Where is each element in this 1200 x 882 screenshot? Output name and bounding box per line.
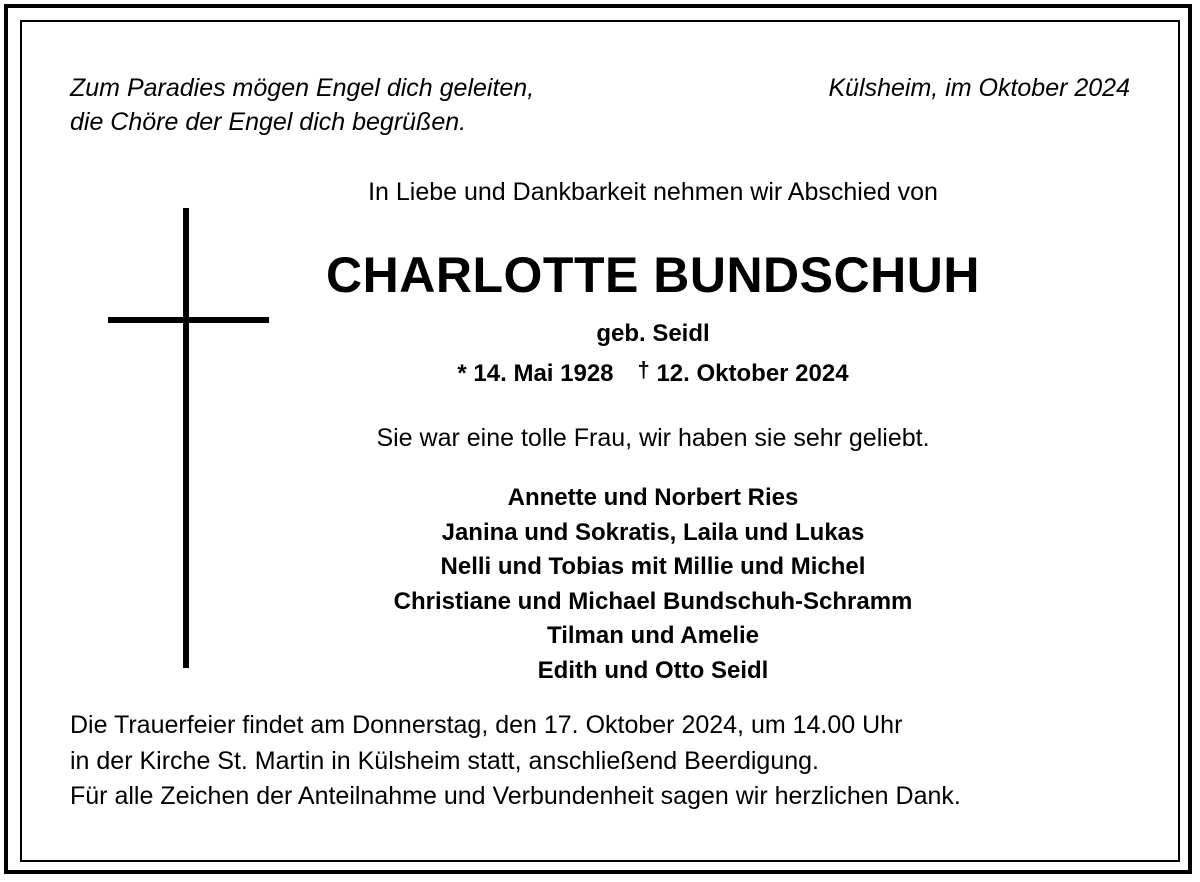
mourners-list [270, 481, 1036, 688]
funeral-line: Für alle Zeichen der Anteilnahme und Verbundenheit sagen wir herzlichen Dank. [70, 782, 961, 810]
verse [70, 71, 534, 139]
place-date: Külsheim, im Oktober 2024 [828, 74, 1130, 102]
death-date: 12. Oktober 2024 [656, 360, 849, 387]
mourner-line: Janina und Sokratis, Laila und Lukas [441, 518, 865, 546]
intro-text: In Liebe und Dankbarkeit nehmen wir Abschied von [368, 178, 938, 206]
funeral-line: in der Kirche St. Martin in Külsheim statt, anschließend Beerdigung. [70, 746, 819, 775]
mourner-line: Edith und Otto Seidl [537, 656, 769, 684]
verse-line: Zum Paradies mögen Engel dich geleiten, [70, 74, 535, 102]
deceased-name: CHARLOTTE BUNDSCHUH [326, 247, 980, 303]
life-dates [270, 356, 1036, 392]
cross-icon [108, 208, 269, 668]
birth-date: * 14. Mai 1928 [457, 360, 614, 387]
funeral-info [70, 708, 961, 815]
verse-line: die Chöre der Engel dich begrüßen. [70, 108, 467, 136]
tribute-text: Sie war eine tolle Frau, wir haben sie sehr geliebt. [376, 424, 930, 452]
mourner-line: Nelli und Tobias mit Millie und Michel [440, 553, 866, 580]
maiden-name: geb. Seidl [596, 320, 710, 347]
dagger-icon: † [637, 357, 650, 382]
mourner-line: Christiane und Michael Bundschuh-Schramm [393, 587, 913, 615]
mourner-line: Annette und Norbert Ries [507, 484, 799, 511]
cross-vertical-bar [183, 208, 189, 668]
cross-horizontal-bar [108, 317, 269, 323]
funeral-line: Die Trauerfeier findet am Donnerstag, den 17. Oktober 2024, um 14.00 Uhr [70, 711, 903, 739]
mourner-line: Tilman und Amelie [546, 622, 760, 649]
